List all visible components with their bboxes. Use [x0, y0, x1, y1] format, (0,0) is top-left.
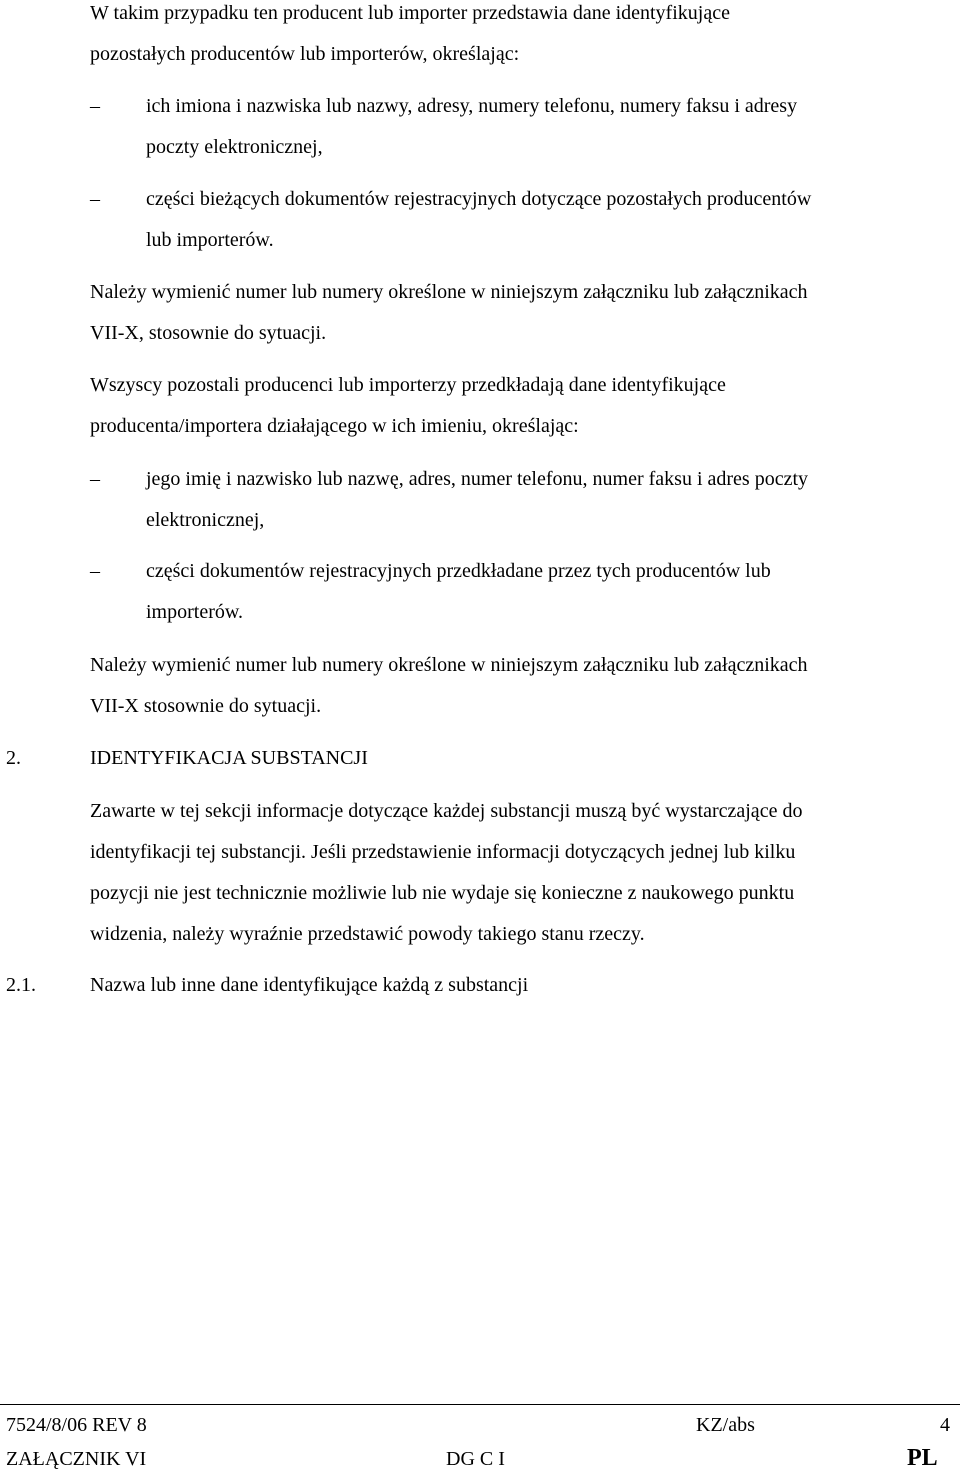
section-2-1-number: 2.1. — [6, 974, 36, 996]
section-2-body-line-4: widzenia, należy wyraźnie przedstawić powody takiego stanu rzeczy. — [90, 923, 645, 945]
list-1-item-2-bullet: – — [90, 188, 100, 210]
paragraph-4-line-1: Należy wymienić numer lub numery określone w niniejszym załączniku lub załącznikach — [90, 654, 808, 676]
section-2-1-title: Nazwa lub inne dane identyfikujące każdą z substancji — [90, 974, 529, 996]
section-2-title: IDENTYFIKACJA SUBSTANCJI — [90, 747, 368, 769]
paragraph-2-line-2: VII-X, stosownie do sytuacji. — [90, 322, 327, 344]
footer-dg: DG C I — [446, 1448, 505, 1470]
footer-page-number: 4 — [940, 1414, 950, 1436]
list-2-item-2-line-1: części dokumentów rejestracyjnych przedkładane przez tych producentów lub — [146, 560, 771, 582]
section-2-body-line-3: pozycji nie jest technicznie możliwie lub nie wydaje się konieczne z naukowego punktu — [90, 882, 795, 904]
list-2-item-1-bullet: – — [90, 468, 100, 490]
list-1-item-1-line-2: poczty elektronicznej, — [146, 136, 323, 158]
list-2-item-1-line-2: elektronicznej, — [146, 509, 265, 531]
list-1-item-2-line-2: lub importerów. — [146, 229, 274, 251]
paragraph-3-line-1: Wszyscy pozostali producenci lub importerzy przedkładają dane identyfikujące — [90, 374, 726, 396]
list-1-item-1-line-1: ich imiona i nazwiska lub nazwy, adresy, numery telefonu, numery faksu i adresy — [146, 95, 798, 117]
paragraph-2-line-1: Należy wymienić numer lub numery określone w niniejszym załączniku lub załącznikach — [90, 281, 808, 303]
list-1-item-2-line-1: części bieżących dokumentów rejestracyjnych dotyczące pozostałych producentów — [146, 188, 812, 210]
list-2-item-1-line-1: jego imię i nazwisko lub nazwę, adres, numer telefonu, numer faksu i adres poczty — [146, 468, 809, 490]
footer-rule — [0, 1404, 960, 1405]
section-2-body-line-1: Zawarte w tej sekcji informacje dotyczące każdej substancji muszą być wystarczające do — [90, 800, 803, 822]
section-2-number: 2. — [6, 747, 21, 769]
footer-language: PL — [907, 1445, 938, 1471]
footer-annex: ZAŁĄCZNIK VI — [6, 1448, 147, 1470]
paragraph-3-line-2: producenta/importera działającego w ich imieniu, określając: — [90, 415, 579, 437]
paragraph-4-line-2: VII-X stosownie do sytuacji. — [90, 695, 322, 717]
section-2-body-line-2: identyfikacji tej substancji. Jeśli przedstawienie informacji dotyczących jednej lub kilku — [90, 841, 796, 863]
paragraph-1-line-2: pozostałych producentów lub importerów, określając: — [90, 43, 520, 65]
list-2-item-2-bullet: – — [90, 560, 100, 582]
footer-doc-ref: 7524/8/06 REV 8 — [6, 1414, 147, 1436]
list-2-item-2-line-2: importerów. — [146, 601, 244, 623]
list-1-item-1-bullet: – — [90, 95, 100, 117]
footer-initials: KZ/abs — [696, 1414, 755, 1436]
paragraph-1-line-1: W takim przypadku ten producent lub importer przedstawia dane identyfikujące — [90, 2, 730, 24]
